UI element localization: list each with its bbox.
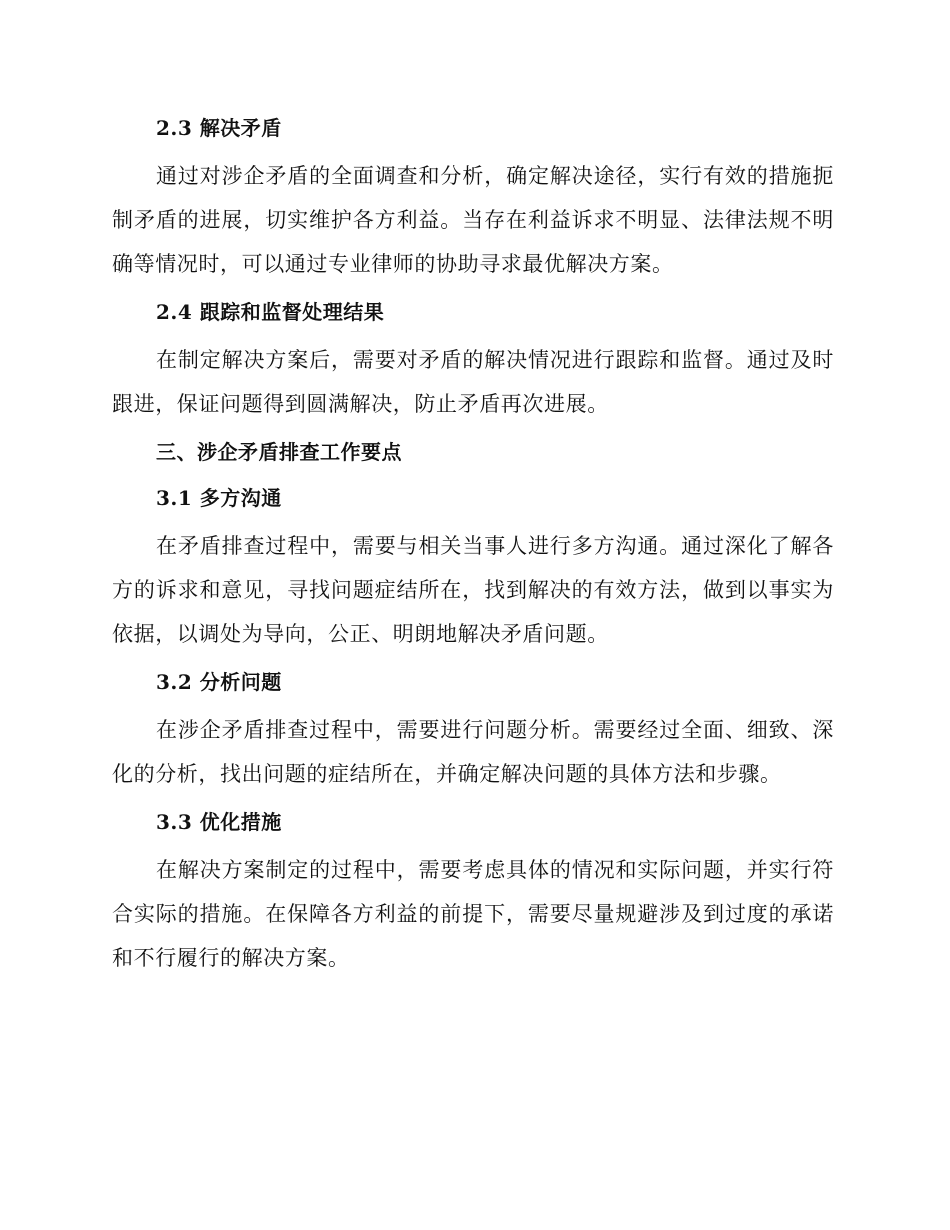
section-paragraph-3-2: 在涉企矛盾排查过程中，需要进行问题分析。需要经过全面、细致、深化的分析，找出问题的症结所在，并确定解决问题的具体方法和步骤。 [112, 718, 834, 786]
section-paragraph-3-1: 在矛盾排查过程中，需要与相关当事人进行多方沟通。通过深化了解各方的诉求和意见，寻找问题症结所在，找到解决的有效方法，做到以事实为依据，以调处为导向，公正、明朗地解决矛盾问题。 [112, 534, 834, 646]
section-heading-2-3: 2.3 解决矛盾 [156, 116, 282, 140]
section-paragraph-2-3: 通过对涉企矛盾的全面调查和分析，确定解决途径，实行有效的措施扼制矛盾的进展，切实维护各方利益。当存在利益诉求不明显、法律法规不明确等情况时，可以通过专业律师的协助寻求最优解决方案。 [112, 164, 834, 276]
section-paragraph-2-4: 在制定解决方案后，需要对矛盾的解决情况进行跟踪和监督。通过及时跟进，保证问题得到圆满解决，防止矛盾再次进展。 [112, 348, 834, 416]
section-heading-3-3: 3.3 优化措施 [156, 810, 282, 834]
section-heading-3-1: 3.1 多方沟通 [156, 486, 282, 510]
document-page [112, 108, 834, 986]
section-heading-2-4: 2.4 跟踪和监督处理结果 [156, 300, 385, 324]
section-heading-3-2: 3.2 分析问题 [156, 670, 282, 694]
chapter-heading-3: 三、涉企矛盾排查工作要点 [156, 440, 402, 464]
section-paragraph-3-3: 在解决方案制定的过程中，需要考虑具体的情况和实际问题，并实行符合实际的措施。在保障各方利益的前提下，需要尽量规避涉及到过度的承诺和不行履行的解决方案。 [112, 858, 834, 970]
